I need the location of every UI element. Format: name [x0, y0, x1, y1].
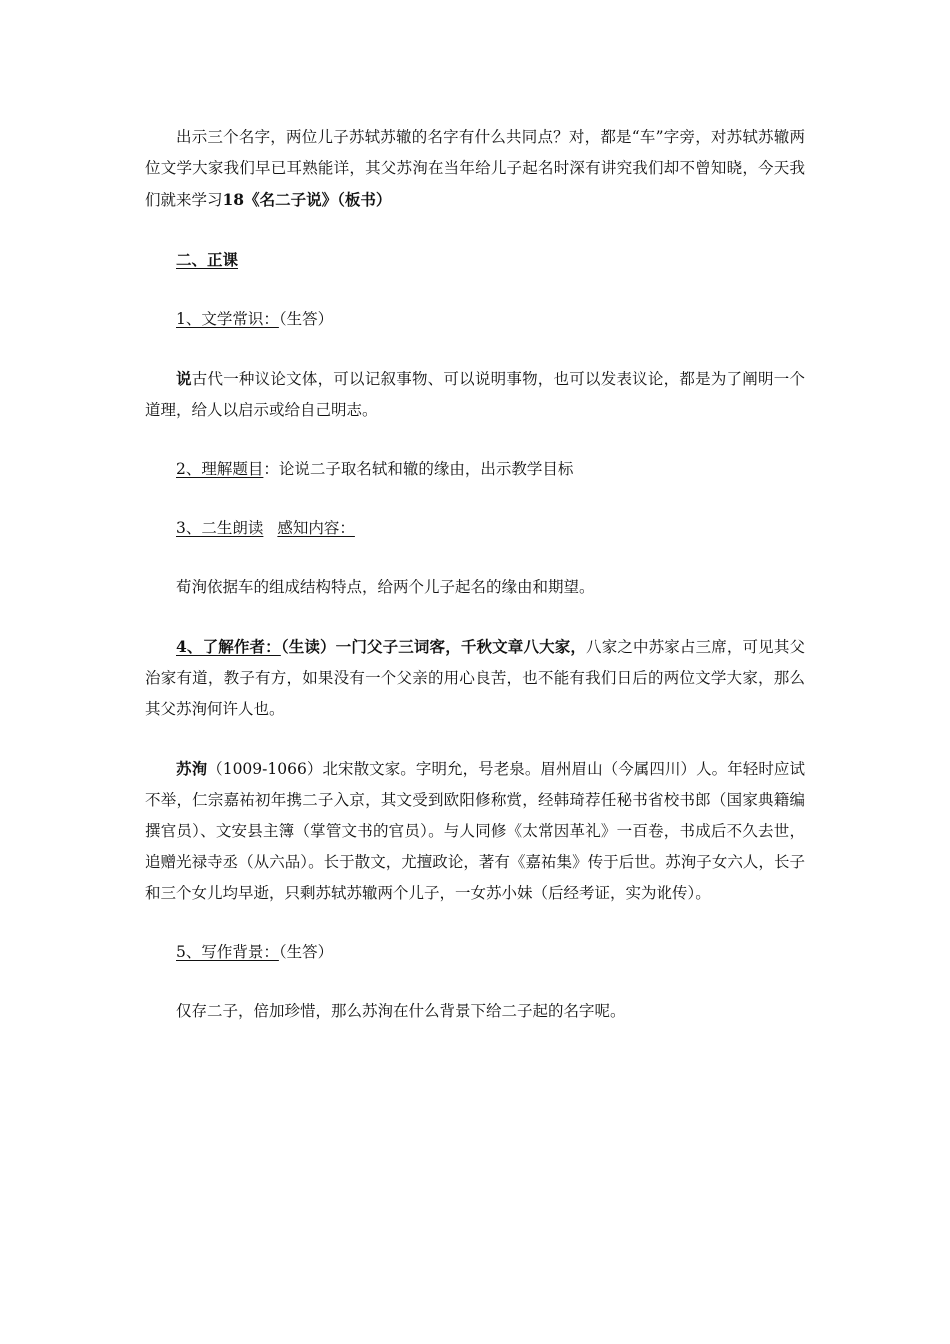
section-2-heading: 二、正课 [176, 250, 239, 269]
item-1-label: 1、文学常识： [176, 310, 279, 328]
item-1-body [145, 363, 805, 426]
intro-text: 出示三个名字，两位儿子苏轼苏辙的名字有什么共同点？对，都是“车”字旁，对苏轼苏辙两位文学大家我们早已耳熟能详，其父苏洵在当年给儿子起名时深有讲究我们却不曾知晓，今天我们就来学习 [145, 128, 805, 209]
section-heading [145, 244, 805, 276]
intro-paragraph [145, 122, 805, 216]
item-5-heading [145, 937, 805, 968]
item-4-paragraph [145, 631, 805, 725]
item-1-note: （生答） [278, 310, 334, 328]
item-2-line [145, 454, 805, 485]
lesson-title: 18《名二子说》（板书） [222, 190, 392, 209]
item-4-label: 4、了解作者： [176, 637, 281, 656]
document-page [145, 122, 805, 1027]
item-3-body: 荀洵依据车的组成结构特点，给两个儿子起名的缘由和期望。 [176, 578, 595, 596]
item-4-couplet: （生读）一门父子三词客，千秋文章八大家， [280, 637, 587, 656]
item-5-note: （生答） [278, 943, 334, 961]
item-1-text: 古代一种议论文体，可以记叙事物、可以说明事物，也可以发表议论，都是为了阐明一个道理，给人以启示或给自己明志。 [145, 370, 805, 419]
bio-text: （1009-1066）北宋散文家。字明允，号老泉。眉州眉山（今属四川）人。年轻时应试不举，仁宗嘉祐初年携二子入京，其文受到欧阳修称赏，经韩琦荐任秘书省校书郎（国家典籍编撰官员）、文安县主簿（掌管文书的官员）。与人同修《太常因革礼》一百卷，书成后不久去世，追赠光禄寺丞（从六品）。长于散文，尤擅政论，著有《嘉祐集》传于后世。苏洵子女六人，长子和三个女儿均早逝，只剩苏轼苏辙两个儿子，一女苏小妹（后经考证，实为讹传）。 [145, 760, 805, 902]
item-3-heading [145, 513, 805, 544]
item-3-label-2: 感知内容： [277, 519, 355, 537]
bio-paragraph [145, 753, 805, 909]
bio-name: 苏洵 [176, 759, 208, 778]
item-2-text: ：论说二子取名轼和辙的缘由，出示教学目标 [263, 460, 574, 478]
item-2-label: 2、理解题目 [176, 460, 264, 478]
item-4-text: 八家之中苏家占三席，可见其父治家有道，教子有方，如果没有一个父亲的用心良苦，也不能有我们日后的两位文学大家，那么其父苏洵何许人也。 [145, 638, 805, 718]
item-5-body: 仅存二子，倍加珍惜，那么苏洵在什么背景下给二子起的名字呢。 [176, 1002, 626, 1020]
item-1-keyword: 说 [176, 369, 192, 388]
item-3-label: 3、二生朗读 [176, 519, 264, 537]
item-1-heading [145, 304, 805, 335]
item-5-label: 5、写作背景： [176, 943, 279, 961]
